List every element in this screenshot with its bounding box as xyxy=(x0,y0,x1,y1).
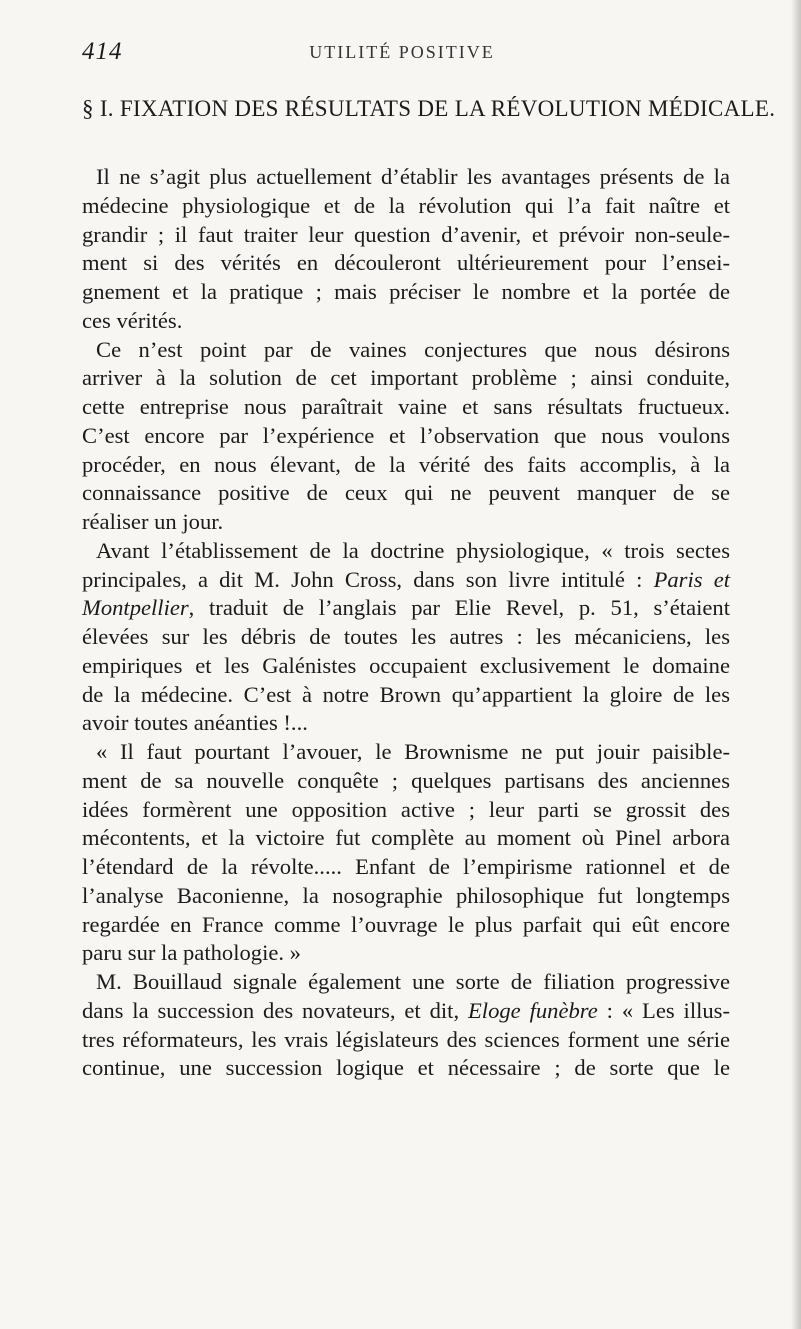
text-line xyxy=(82,594,730,623)
text-segment: principales, a dit M. John Cross, dans son livre intitulé : xyxy=(82,566,654,592)
text-line: empiriques et les Galénistes occupaient exclusivement le domaine xyxy=(82,652,730,678)
text-line: continue, une succession logique et nécessaire ; de sorte que le xyxy=(82,1055,730,1081)
text-line: idées formèrent une opposition active ; leur parti se grossit des xyxy=(82,796,730,822)
text-line: M. Bouillaud signale également une sorte de filiation progressive xyxy=(96,969,730,994)
italic-title: Paris et xyxy=(653,566,730,592)
text-line: C’est encore par l’expérience et l’observation que nous voulons xyxy=(82,422,730,448)
page-number: 414 xyxy=(82,38,123,65)
text-line: paru sur la pathologie. » xyxy=(82,940,301,966)
text-segment: : « Les illus- xyxy=(597,997,730,1023)
text-line xyxy=(82,566,730,595)
text-line: ment de sa nouvelle conquête ; quelques partisans des anciennes xyxy=(82,767,730,793)
text-line: réaliser un jour. xyxy=(82,509,224,534)
running-header xyxy=(82,38,722,68)
text-line: cette entreprise nous paraîtrait vaine et sans résultats fructueux. xyxy=(82,394,730,419)
text-line: Avant l’établissement de la doctrine physiologique, « trois sectes xyxy=(96,537,730,563)
body-text xyxy=(82,163,730,1083)
italic-title: Eloge funèbre xyxy=(468,997,598,1023)
text-line: l’étendard de la révolte..... Enfant de l’empirisme rationnel et de xyxy=(82,854,730,879)
text-line: ment si des vérités en découleront ultérieurement pour l’ensei- xyxy=(82,250,730,276)
text-line: médecine physiologique et de la révolution qui l’a fait naître et xyxy=(82,192,730,218)
italic-title: Montpellier xyxy=(82,595,189,621)
text-line: l’analyse Baconienne, la nosographie philosophique fut longtemps xyxy=(82,882,730,908)
text-line: regardée en France comme l’ouvrage le plus parfait qui eût encore xyxy=(82,911,730,937)
text-line: de la médecine. C’est à notre Brown qu’appartient la gloire de les xyxy=(82,681,730,707)
section-heading: § I. FIXATION DES RÉSULTATS DE LA RÉVOLUTION MÉDICALE. xyxy=(82,96,776,121)
text-line: élevées sur les débris de toutes les autres : les mécaniciens, les xyxy=(82,624,730,649)
text-line: ces vérités. xyxy=(82,307,183,333)
text-line: avoir toutes anéanties !... xyxy=(82,710,308,736)
page-edge-shadow xyxy=(791,0,801,1329)
text-line: Il ne s’agit plus actuellement d’établir les avantages présents de la xyxy=(96,164,730,189)
text-line xyxy=(82,997,730,1026)
text-line: Ce n’est point par de vaines conjectures que nous désirons xyxy=(96,336,730,362)
text-line: arriver à la solution de cet important problème ; ainsi conduite, xyxy=(82,365,730,391)
text-line: tres réformateurs, les vrais législateurs des sciences forment une série xyxy=(82,1026,730,1052)
running-title: UTILITÉ POSITIVE xyxy=(309,42,495,62)
text-line: « Il faut pourtant l’avouer, le Brownisme ne put jouir paisible- xyxy=(96,739,730,764)
text-line: procéder, en nous élevant, de la vérité des faits accomplis, à la xyxy=(82,451,730,477)
text-line: grandir ; il faut traiter leur question d’avenir, et prévoir non-seule- xyxy=(82,221,730,247)
text-line: gnement et la pratique ; mais préciser le nombre et la portée de xyxy=(82,279,730,304)
text-segment: , traduit de l’anglais par Elie Revel, p. 51, s’étaient xyxy=(188,595,730,621)
text-segment: dans la succession des novateurs, et dit, xyxy=(82,997,468,1023)
text-line: connaissance positive de ceux qui ne peuvent manquer de se xyxy=(82,480,730,506)
text-line: mécontents, et la victoire fut complète au moment où Pinel arbora xyxy=(82,825,730,851)
